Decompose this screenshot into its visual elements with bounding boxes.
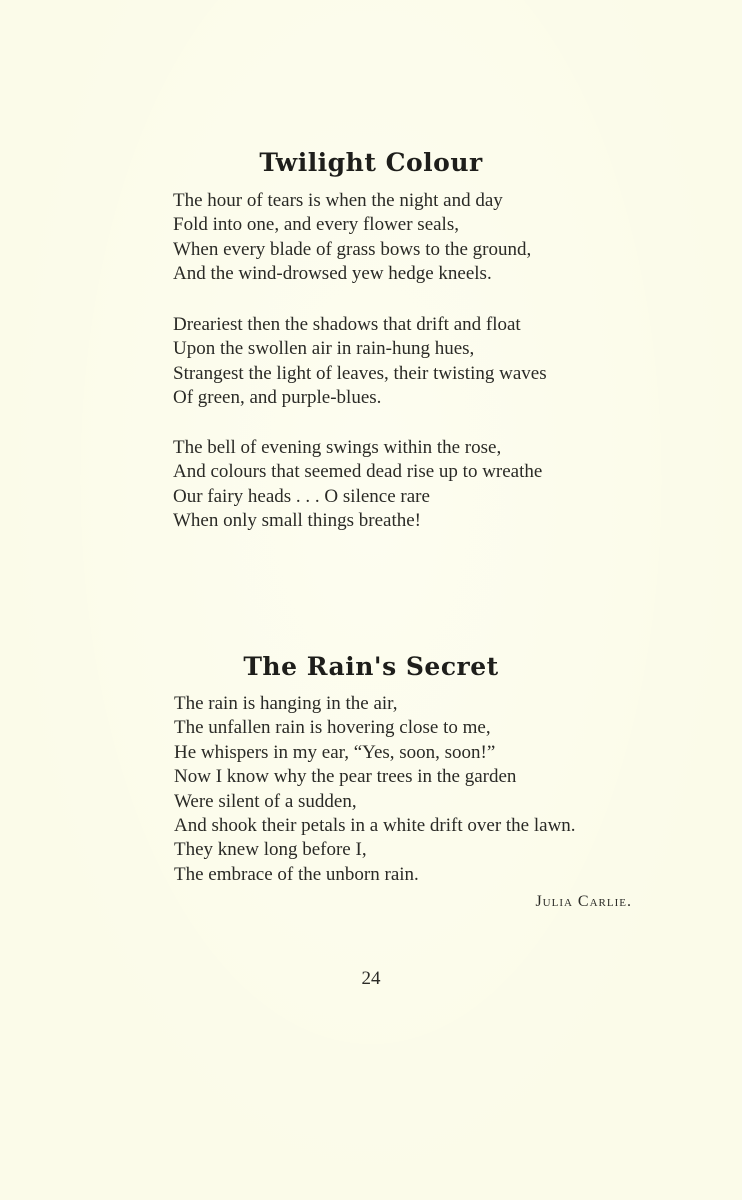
poem-line: The unfallen rain is hovering close to me,	[174, 717, 491, 739]
poem-line: He whispers in my ear, “Yes, soon, soon!”	[174, 741, 496, 763]
poem-line: Were silent of a sudden,	[174, 790, 357, 812]
poem-line: And colours that seemed dead rise up to wreathe	[173, 461, 543, 483]
poem-line: The embrace of the unborn rain.	[174, 863, 419, 885]
poem-stanza	[173, 313, 547, 411]
poem-line: Dreariest then the shadows that drift and float	[173, 314, 521, 335]
poem-line: Upon the swollen air in rain-hung hues,	[173, 338, 475, 360]
poem-line: And shook their petals in a white drift over the lawn.	[174, 815, 576, 837]
poem-title-twilight-colour: Twilight Colour	[259, 148, 483, 177]
poem-line: The bell of evening swings within the rose,	[173, 437, 502, 458]
poem-line: And the wind-drowsed yew hedge kneels.	[173, 263, 492, 285]
poem-line: Fold into one, and every flower seals,	[173, 214, 459, 236]
poem-stanza	[173, 189, 531, 287]
poem-title-the-rains-secret: The Rain's Secret	[243, 652, 499, 681]
poem-line: Of green, and purple-blues.	[173, 387, 382, 409]
poem-line: The rain is hanging in the air,	[174, 693, 398, 714]
poem-line: The hour of tears is when the night and day	[173, 190, 503, 211]
author-signature: Julia Carlie.	[535, 893, 632, 910]
page-number: 24	[361, 968, 381, 989]
poem-line: Our fairy heads . . . O silence rare	[173, 485, 430, 507]
poem-stanza	[173, 436, 542, 534]
poem-line: Now I know why the pear trees in the garden	[174, 766, 517, 788]
poem-line: They knew long before I,	[174, 839, 367, 861]
poem-line: Strangest the light of leaves, their twisting waves	[173, 362, 547, 384]
poem-stanza	[174, 692, 576, 887]
poem-line: When only small things breathe!	[173, 510, 421, 532]
poem-line: When every blade of grass bows to the ground,	[173, 238, 532, 260]
